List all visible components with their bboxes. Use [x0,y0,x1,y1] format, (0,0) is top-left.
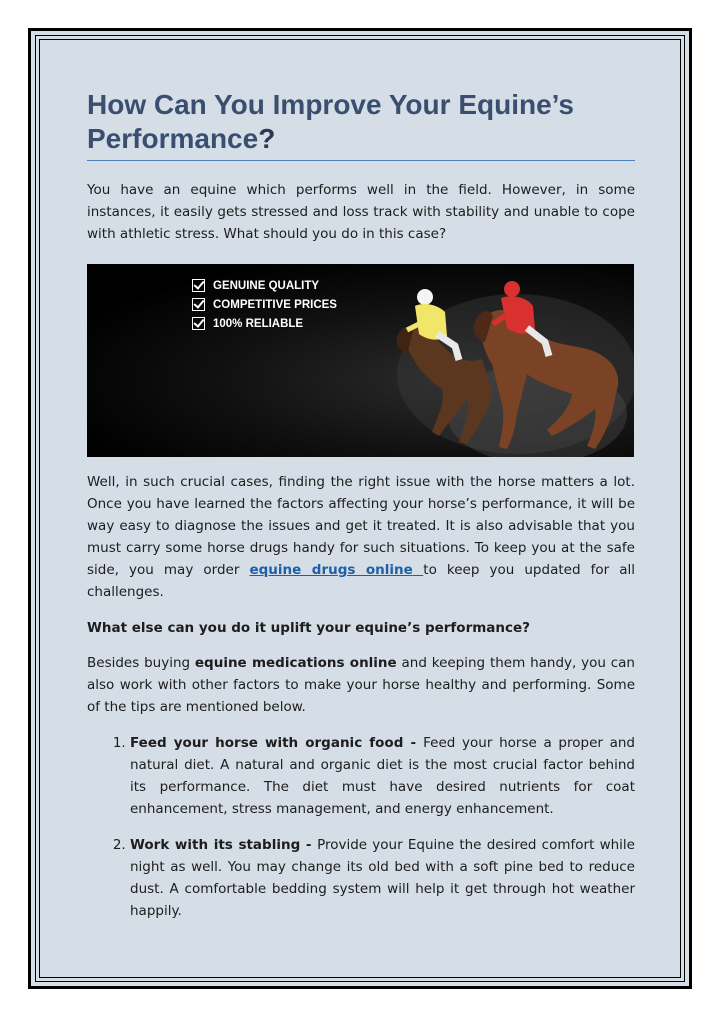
list-item-heading: Feed your horse with organic food - [130,735,424,751]
bold-phrase: equine medications online [194,655,397,671]
list-item-heading: Work with its stabling - [130,837,318,853]
check-item [192,276,337,295]
checkbox-icon [192,279,205,292]
title-question-mark: ? [258,123,276,154]
equine-drugs-link[interactable] [249,562,423,578]
paragraph-text: Well, in such crucial cases, finding the right issue with the horse matters a lot. Once you have learned the factors affecting your horse’s performance, it will be way easy to diagnose the issues and get it treated. It is also advisable that you must carry some horse drugs handy for such situations. To keep you at the safe side, you may order [87,474,635,578]
check-item [192,314,337,333]
body-paragraph [87,652,635,718]
check-label: COMPETITIVE PRICES [213,298,337,311]
paragraph-text: Besides buying [87,655,195,671]
checkbox-icon [192,298,205,311]
list-item [130,732,635,820]
intro-paragraph: You have an equine which performs well in the field. However, in some instances, it easily gets stressed and loss track with stability and unable to cope with athletic stress. What should you do in this case? [87,182,635,242]
feature-checklist [192,276,337,333]
list-item [130,834,635,922]
list-item-text: Provide your Equine the desired comfort while night as well. You may change its old bed with a soft pine bed to reduce dust. A comfortable bedding system will help it get through hot weather happily. [130,837,635,919]
check-label: 100% RELIABLE [213,317,304,330]
hero-image [87,264,634,457]
page-title [87,88,635,161]
paragraph-text-after: to keep you updated for all challenges. [87,562,635,600]
check-item [192,295,337,314]
list-item-text: Feed your horse a proper and natural diet. A natural and organic diet is the most crucial factor behind its performance. The diet must have desired nutrients for coat enhancement, stress management, and energy enhancement. [130,735,635,817]
tips-list [87,732,635,922]
checkbox-icon [192,317,205,330]
body-paragraph [87,471,635,603]
document-body [87,88,635,936]
paragraph-text-after: and keeping them handy, you can also work with other factors to make your horse healthy and performing. Some of the tips are mentioned below. [87,655,635,715]
check-label: GENUINE QUALITY [213,279,320,292]
title-text: How Can You Improve Your Equine’s Performance [87,89,574,154]
racehorses-illustration [367,264,634,457]
link-trailing-space [413,562,423,578]
link-text: equine drugs online [249,562,413,578]
section-subheading: What else can you do it uplift your equine’s performance? [87,620,531,636]
